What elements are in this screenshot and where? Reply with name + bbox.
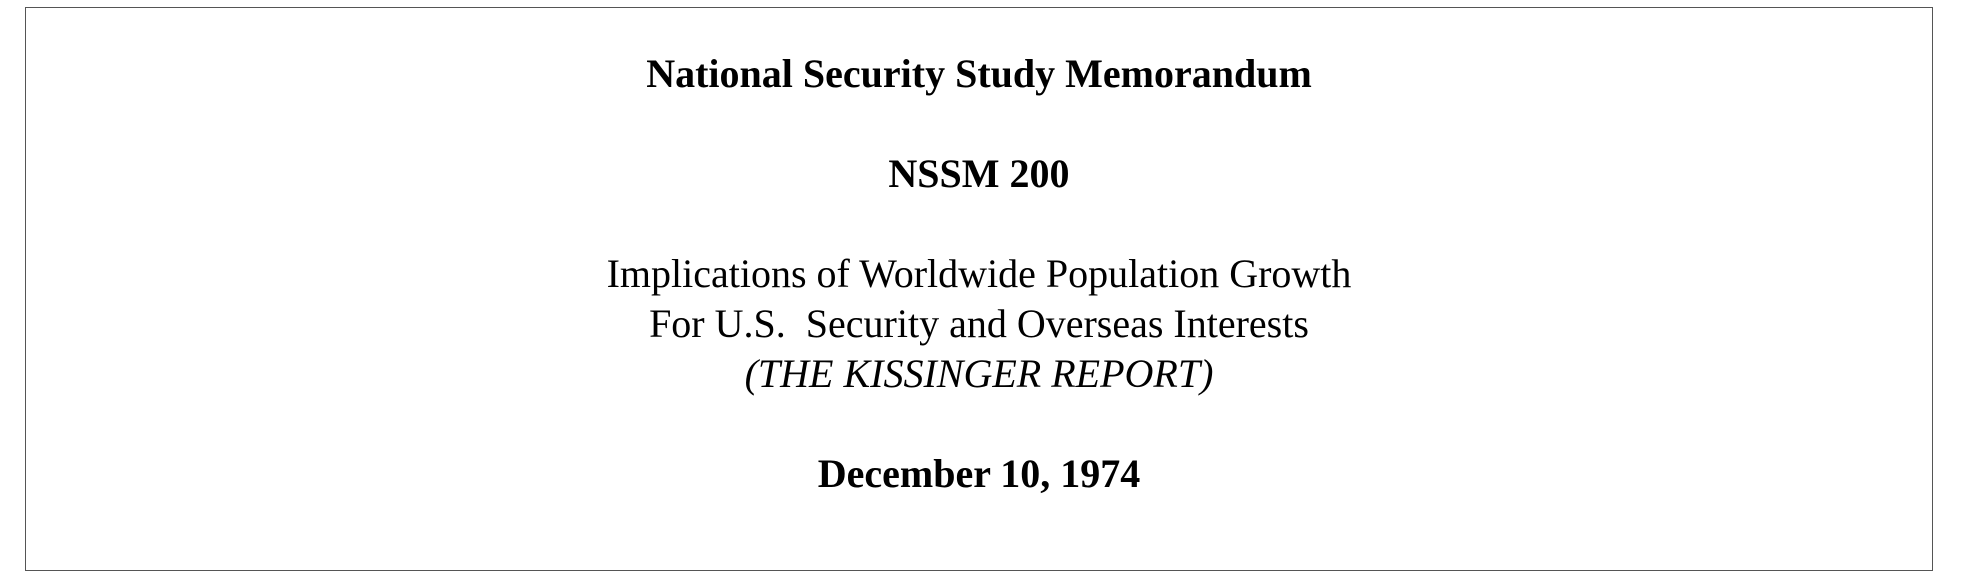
document-alias: (THE KISSINGER REPORT)	[744, 351, 1214, 396]
document-subtitle-line-2: For U.S. Security and Overseas Interests	[649, 301, 1309, 346]
document-subtitle-line-1: Implications of Worldwide Population Growth	[606, 251, 1352, 296]
document-heading: National Security Study Memorandum	[646, 51, 1312, 96]
document-date: December 10, 1974	[817, 451, 1141, 496]
title-box	[25, 7, 1933, 571]
document-number: NSSM 200	[888, 151, 1070, 196]
